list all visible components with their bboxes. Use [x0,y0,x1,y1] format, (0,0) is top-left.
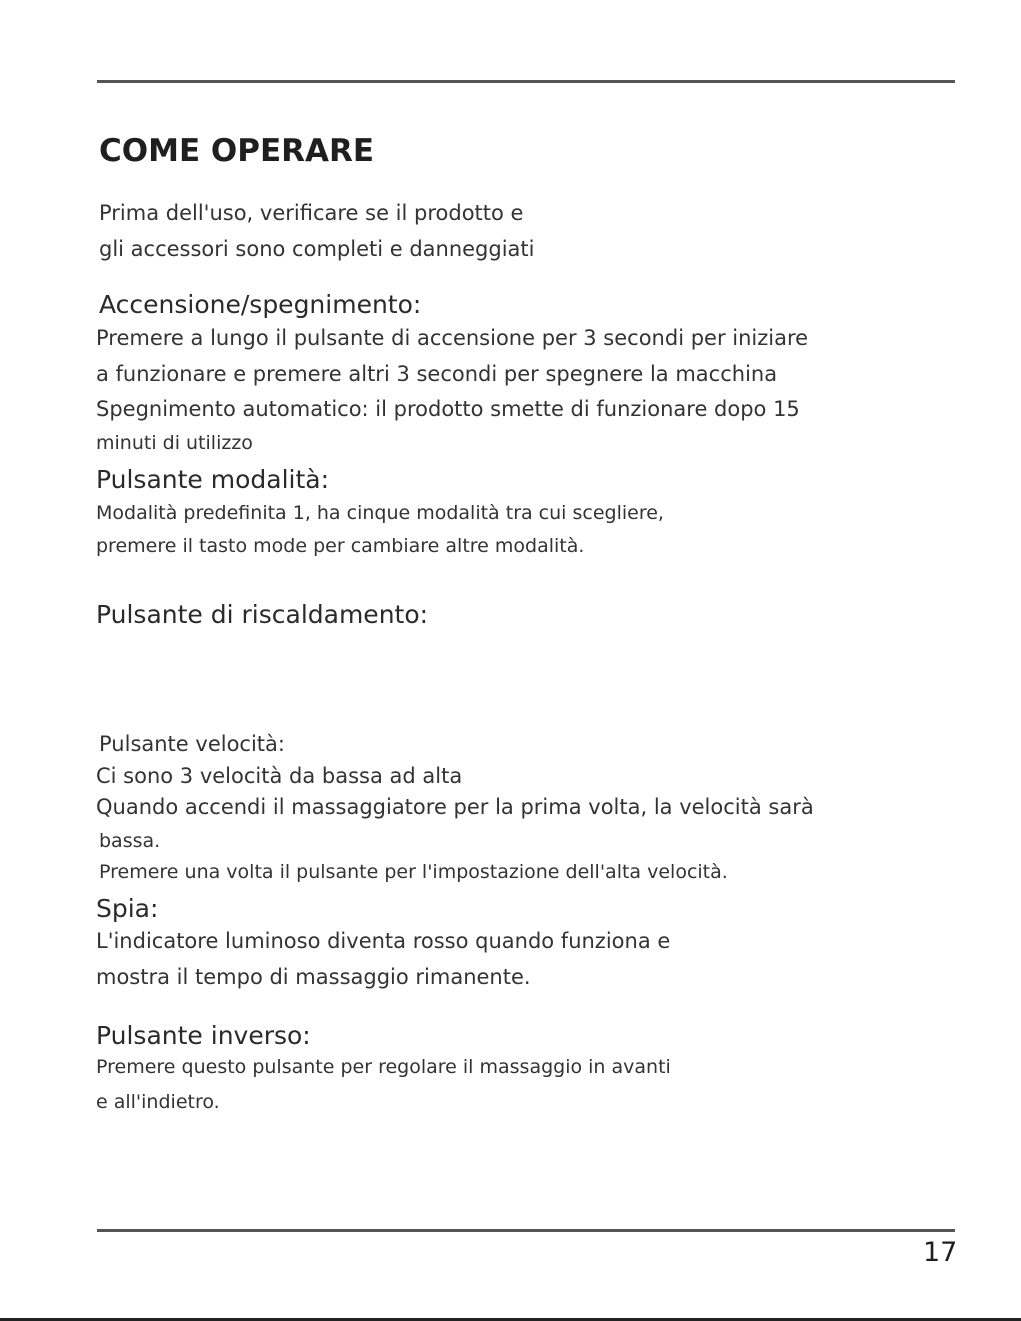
mode-line-1: Modalità predefinita 1, ha cinque modalità tra cui scegliere, [96,502,664,524]
speed-line-4: Premere una volta il pulsante per l'impostazione dell'alta velocità. [99,861,728,883]
reverse-heading: Pulsante inverso: [96,1021,311,1050]
power-line-2: a funzionare e premere altri 3 secondi per spegnere la macchina [96,362,778,386]
speed-line-1: Ci sono 3 velocità da bassa ad alta [96,764,463,788]
power-line-4: minuti di utilizzo [96,432,253,454]
intro-line-2: gli accessori sono completi e danneggiati [99,237,535,261]
top-divider [97,80,955,83]
power-heading: Accensione/spegnimento: [99,290,422,319]
power-line-3: Spegnimento automatico: il prodotto smette di funzionare dopo 15 [96,397,800,421]
speed-heading: Pulsante velocità: [99,732,285,756]
power-line-1: Premere a lungo il pulsante di accensione per 3 secondi per iniziare [96,326,809,350]
indicator-heading: Spia: [96,894,159,923]
speed-line-2: Quando accendi il massaggiatore per la prima volta, la velocità sarà [96,795,814,819]
mode-heading: Pulsante modalità: [96,465,330,494]
bottom-divider [97,1229,955,1232]
page-title: COME OPERARE [99,133,375,169]
reverse-line-2: e all'indietro. [96,1091,220,1113]
speed-line-3: bassa. [99,830,161,852]
heating-heading: Pulsante di riscaldamento: [96,600,429,629]
intro-line-1: Prima dell'uso, verificare se il prodotto e [99,201,524,225]
indicator-line-2: mostra il tempo di massaggio rimanente. [96,965,531,989]
mode-line-2: premere il tasto mode per cambiare altre modalità. [96,535,585,557]
reverse-line-1: Premere questo pulsante per regolare il massaggio in avanti [96,1056,671,1078]
page-number: 17 [923,1237,958,1268]
indicator-line-1: L'indicatore luminoso diventa rosso quando funziona e [96,929,671,953]
